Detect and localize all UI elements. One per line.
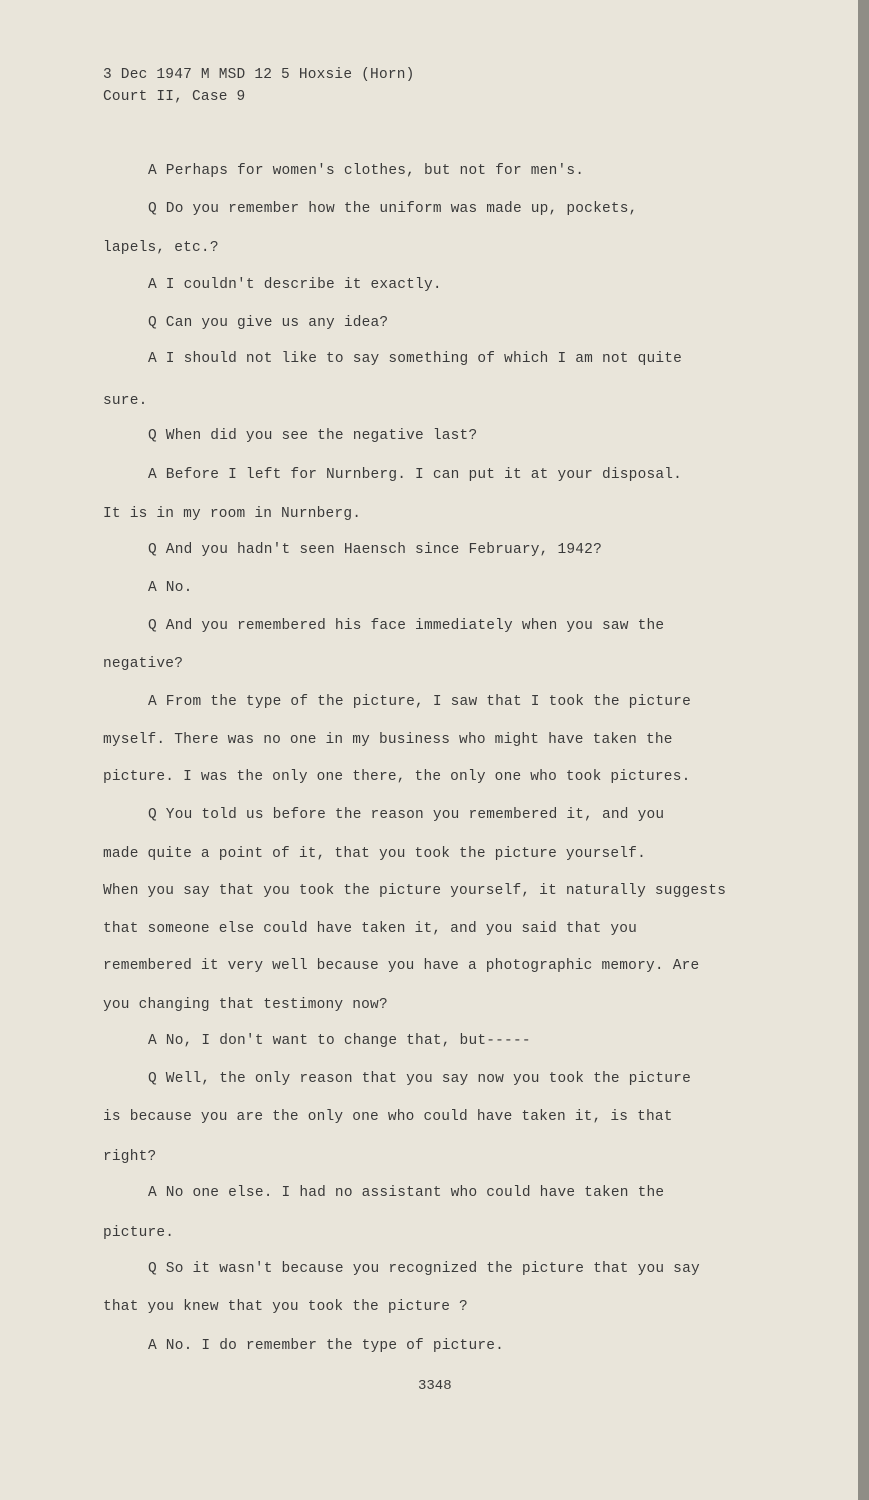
transcript-line: A I couldn't describe it exactly. <box>148 277 442 293</box>
transcript-line: myself. There was no one in my business who might have taken the <box>103 732 673 748</box>
transcript-line: picture. I was the only one there, the only one who took pictures. <box>103 769 691 785</box>
transcript-line: Q When did you see the negative last? <box>148 428 478 444</box>
transcript-line: Q Can you give us any idea? <box>148 315 389 331</box>
transcript-line: A No. <box>148 580 193 596</box>
page-number: 3348 <box>418 1378 452 1394</box>
transcript-line: Q And you remembered his face immediately when you saw the <box>148 618 665 634</box>
transcript-line: A No. I do remember the type of picture. <box>148 1338 505 1354</box>
transcript-line: negative? <box>103 656 184 672</box>
header-line-2: Court II, Case 9 <box>103 89 246 105</box>
transcript-line: picture. <box>103 1225 175 1241</box>
transcript-line: made quite a point of it, that you took the picture yourself. <box>103 846 646 862</box>
transcript-line: Q Do you remember how the uniform was made up, pockets, <box>148 201 638 217</box>
transcript-line: When you say that you took the picture yourself, it naturally suggests <box>103 883 727 899</box>
transcript-line: Q And you hadn't seen Haensch since February, 1942? <box>148 542 602 558</box>
transcript-line: Q Well, the only reason that you say now you took the picture <box>148 1071 691 1087</box>
page-edge <box>858 0 869 1500</box>
transcript-line: A I should not like to say something of which I am not quite <box>148 351 683 367</box>
transcript-line: A No one else. I had no assistant who could have taken the <box>148 1185 665 1201</box>
transcript-line: you changing that testimony now? <box>103 997 388 1013</box>
transcript-line: that someone else could have taken it, and you said that you <box>103 921 638 937</box>
transcript-line: A Perhaps for women's clothes, but not for men's. <box>148 163 585 179</box>
transcript-line: Q You told us before the reason you remembered it, and you <box>148 807 665 823</box>
transcript-line: is because you are the only one who could have taken it, is that <box>103 1109 673 1125</box>
transcript-line: A No, I don't want to change that, but----- <box>148 1033 531 1049</box>
transcript-line: remembered it very well because you have a photographic memory. Are <box>103 958 700 974</box>
transcript-line: Q So it wasn't because you recognized the picture that you say <box>148 1261 700 1277</box>
header-line-1: 3 Dec 1947 M MSD 12 5 Hoxsie (Horn) <box>103 67 415 83</box>
transcript-line: right? <box>103 1149 157 1165</box>
transcript-line: that you knew that you took the picture ? <box>103 1299 468 1315</box>
transcript-line: A Before I left for Nurnberg. I can put it at your disposal. <box>148 467 683 483</box>
transcript-line: lapels, etc.? <box>103 240 219 256</box>
transcript-line: sure. <box>103 393 148 409</box>
transcript-line: It is in my room in Nurnberg. <box>103 506 362 522</box>
transcript-line: A From the type of the picture, I saw that I took the picture <box>148 694 691 710</box>
